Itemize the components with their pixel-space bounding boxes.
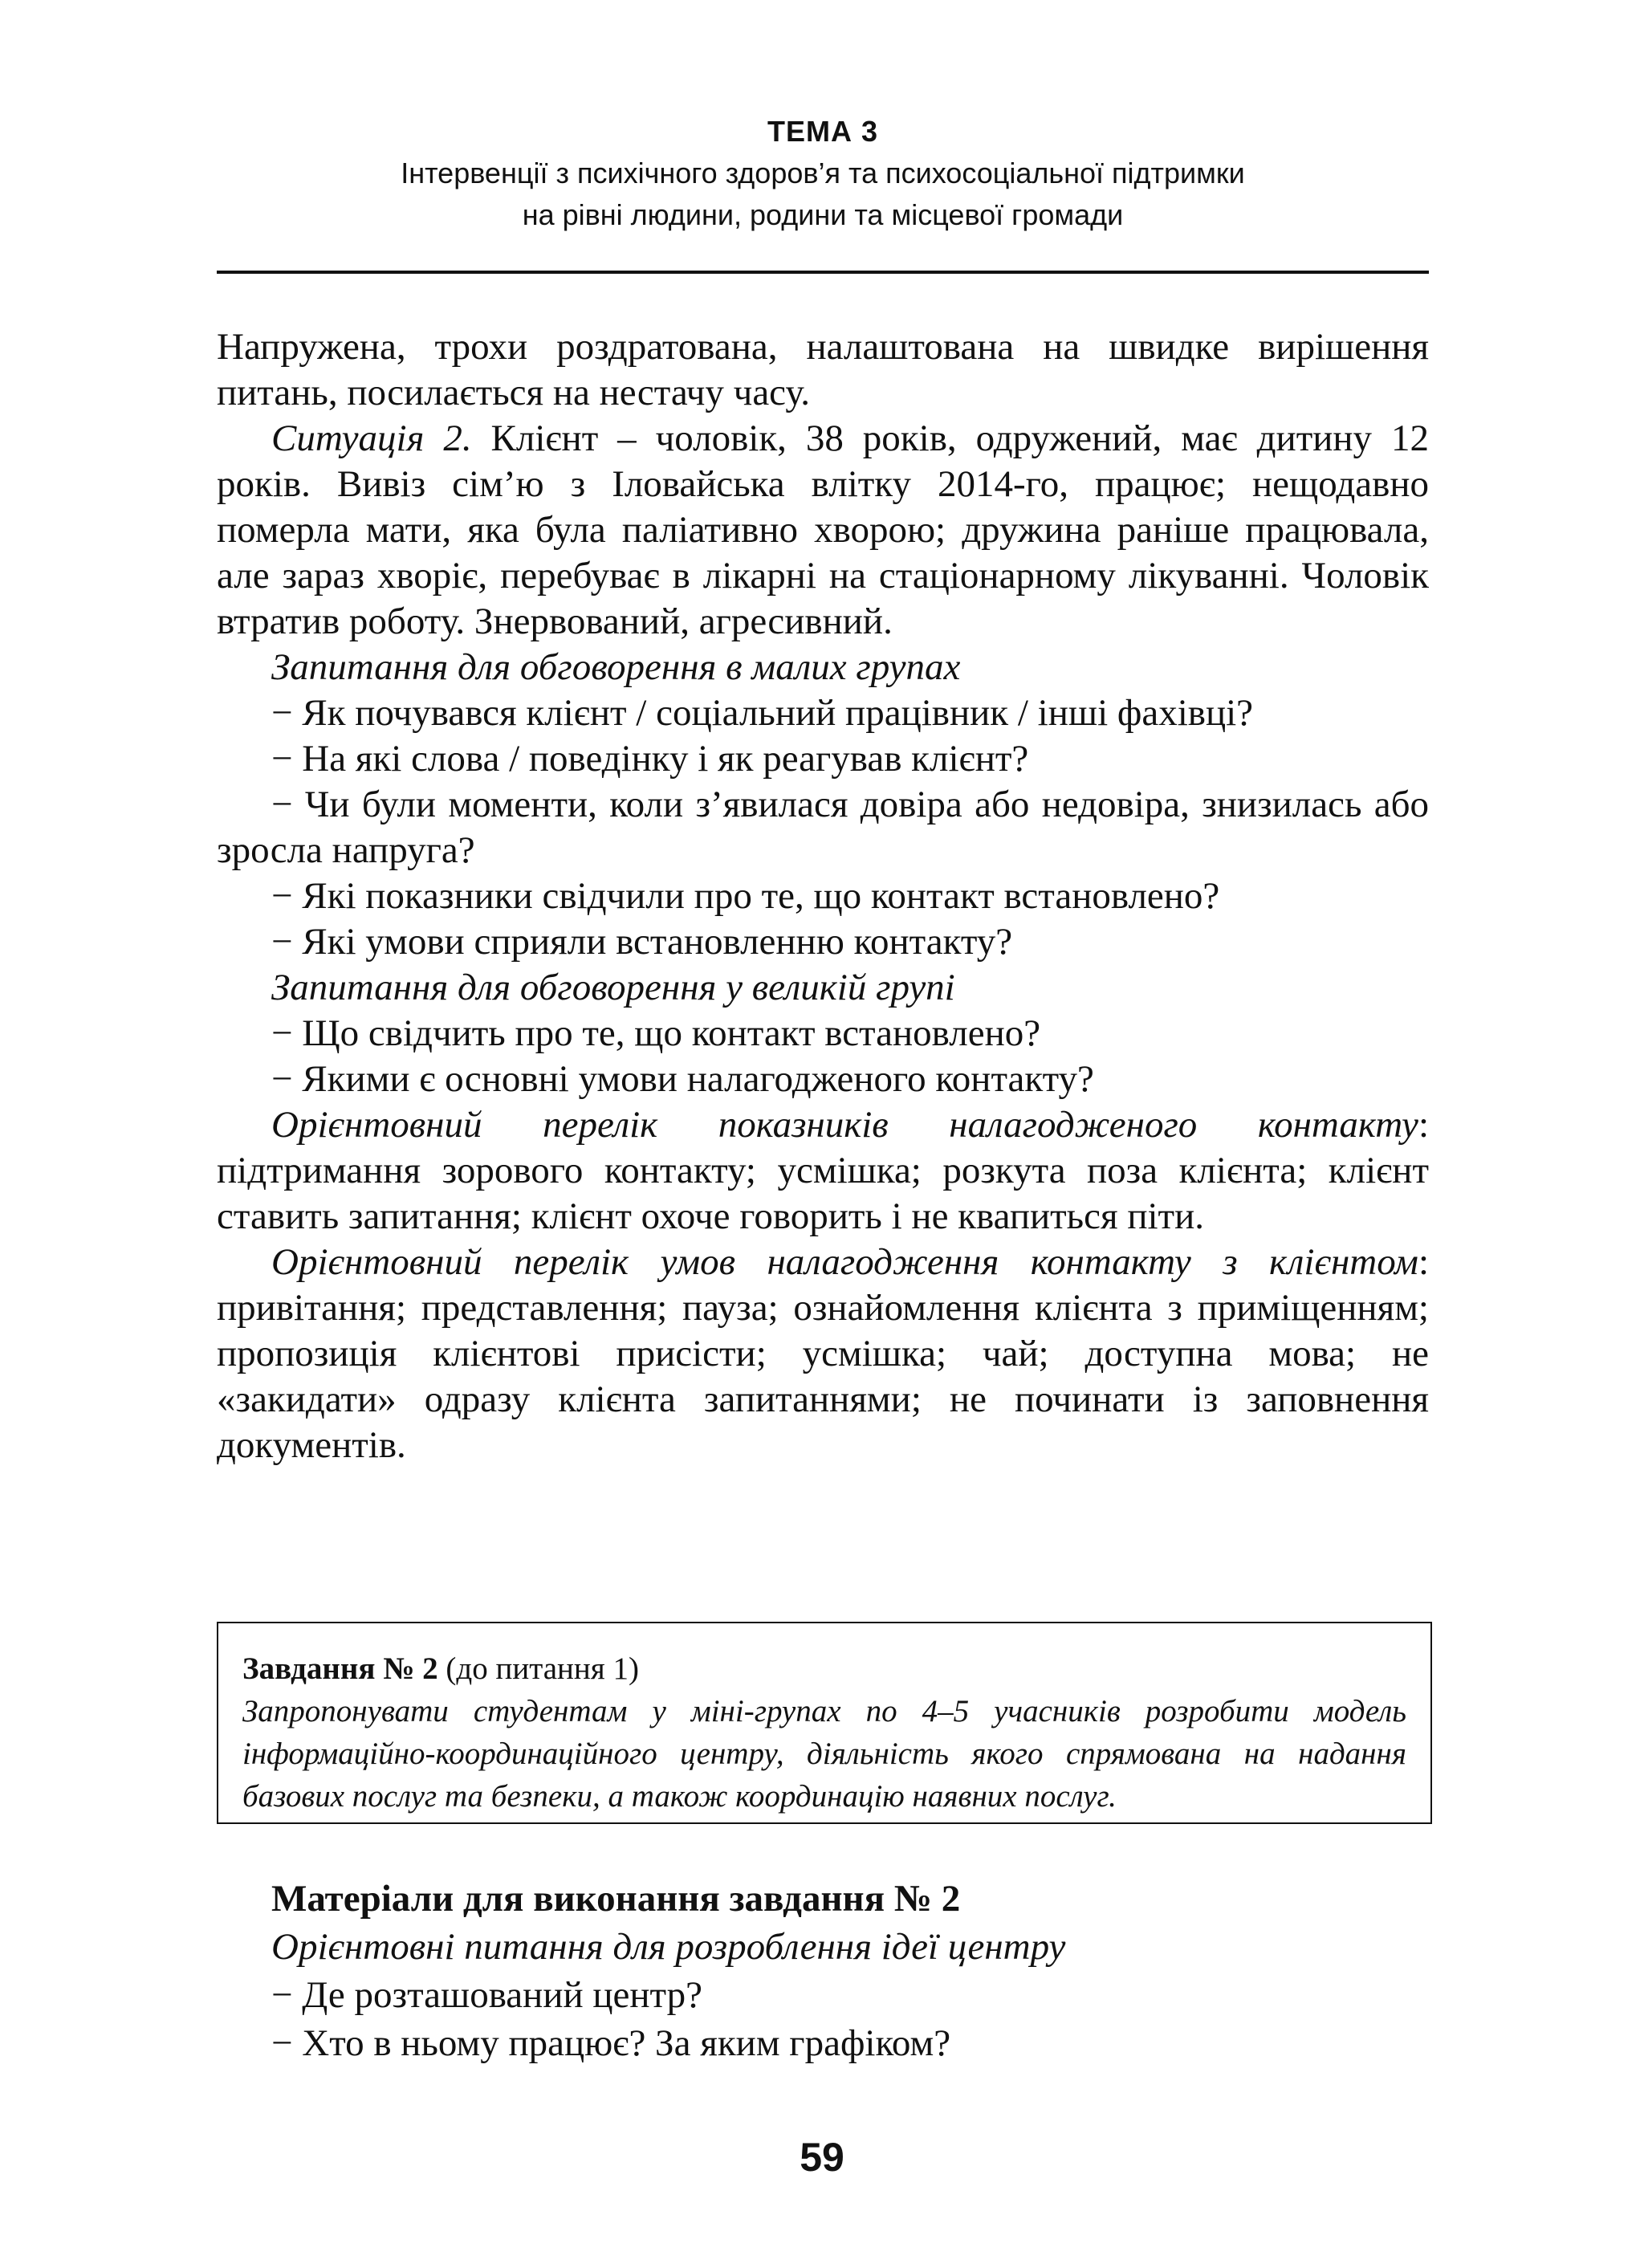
running-header (217, 111, 1429, 236)
list-item: − Хто в ньому працює? За яким графіком? (271, 2022, 951, 2064)
theme-subtitle-line1: Інтервенції з психічного здоров’я та психосоціальної підтримки (401, 157, 1245, 189)
situation-2-text: Клієнт – чоловік, 38 років, одружений, має дитину 12 років. Вивіз сім’ю з Іловайська влітку 2014-го, працює; нещодавно померла мати, яка була паліативно хворою; дружина раніше працювала, але зараз хворіє, перебуває в лікарні на стаціонарному лікуванні. Чоловік втратив роботу. Знервований, агресивний. (217, 417, 1429, 642)
indicators-text: : підтримання зорового контакту; усмішка; розкута поза клієнта; клієнт ставить запитання; клієнт охоче говорить і не квапиться піти. (217, 1104, 1429, 1237)
conditions-text: : привітання; представлення; пауза; ознайомлення клієнта з приміщенням; пропозиція клієнтові присісти; усмішка; чай; доступна мова; не «закидати» одразу клієнта запитаннями; не починати із заповнення документів. (217, 1241, 1429, 1466)
materials-title: Матеріали для виконання завдання № 2 (271, 1878, 961, 1920)
small-groups-heading: Запитання для обговорення в малих групах (271, 646, 961, 688)
list-item: − Які показники свідчили про те, що контакт встановлено? (271, 875, 1220, 917)
task-2-text: Запропонувати студентам у міні-групах по 4–5 учасників розробити модель інформаційно-координаційного центру, діяльність якого спрямована на надання базових послуг та безпеки, а також координацію наявних послуг. (242, 1694, 1406, 1814)
situation-2-label: Ситуація 2. (271, 417, 472, 459)
theme-subtitle-line2: на рівні людини, родини та місцевої громади (522, 198, 1124, 231)
theme-title: ТЕМА 3 (767, 115, 878, 148)
header-divider (217, 271, 1429, 274)
page-number: 59 (800, 2135, 844, 2180)
list-item: − Як почувався клієнт / соціальний працівник / інші фахівці? (271, 692, 1254, 734)
materials-subtitle: Орієнтовні питання для розроблення ідеї центру (271, 1926, 1066, 1968)
list-item: − Якими є основні умови налагодженого контакту? (271, 1058, 1094, 1100)
list-item: − Що свідчить про те, що контакт встановлено? (271, 1012, 1041, 1054)
paragraph-contact-indicators (217, 1102, 1429, 1240)
conditions-label: Орієнтовний перелік умов налагодження контакту з клієнтом (271, 1241, 1418, 1283)
materials-section (217, 1875, 1429, 2067)
task-2-heading (242, 1647, 1406, 1690)
paragraph-client-description: Напружена, трохи роздратована, налаштована на швидке вирішення питань, посилається на нестачу часу. (217, 326, 1429, 413)
list-item: − Де розташований центр? (271, 1974, 703, 2016)
list-item: − Які умови сприяли встановленню контакту? (271, 921, 1013, 963)
body-text (217, 324, 1429, 1468)
paragraph-situation-2 (217, 416, 1429, 645)
indicators-label: Орієнтовний перелік показників налагодженого контакту (271, 1104, 1418, 1146)
task-2-title-suffix: (до питання 1) (437, 1651, 639, 1686)
large-group-heading: Запитання для обговорення у великій групі (271, 967, 955, 1008)
task-2-title: Завдання № 2 (242, 1651, 438, 1686)
task-2-box (217, 1622, 1432, 1824)
list-item: − На які слова / поведінку і як реагував клієнт? (271, 738, 1029, 780)
list-item: − Чи були моменти, коли з’явилася довіра або недовіра, знизилась або зросла напруга? (217, 784, 1429, 871)
paragraph-contact-conditions (217, 1240, 1429, 1468)
